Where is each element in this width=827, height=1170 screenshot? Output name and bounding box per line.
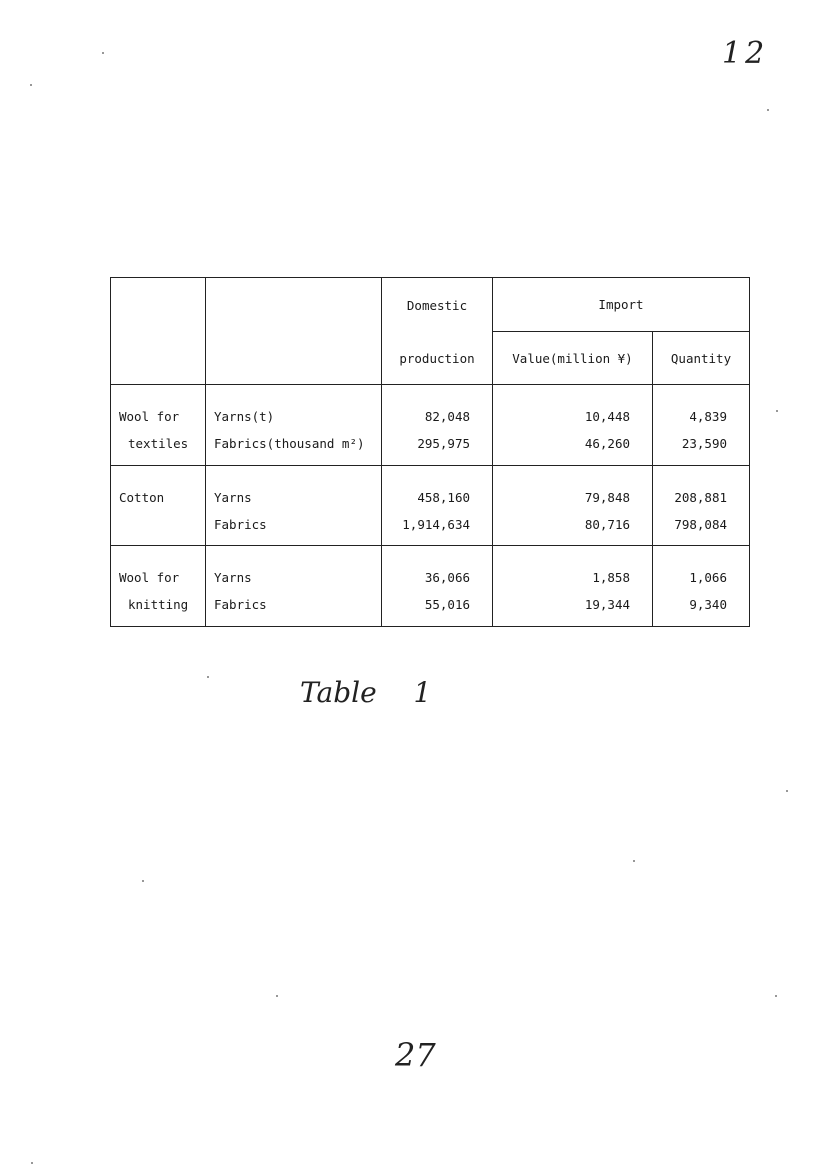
header-domestic-production [382, 278, 493, 385]
import-quantity: 208,881 [674, 489, 727, 505]
scan-speck [30, 84, 32, 86]
import-quantity: 4,839 [689, 409, 727, 424]
scan-speck [776, 410, 778, 412]
item-label: Yarns [214, 570, 252, 586]
data-table [110, 277, 750, 627]
domestic-cell [382, 385, 493, 466]
import-value: 19,344 [584, 597, 630, 613]
scan-speck [775, 995, 777, 997]
item-label: Yarns(t) [214, 409, 275, 424]
scan-speck [31, 1162, 33, 1164]
import-quantity-cell [653, 385, 750, 466]
category-cell [111, 385, 206, 466]
import-value-cell [493, 465, 653, 546]
domestic-value: 36,066 [424, 570, 470, 586]
import-quantity: 23,590 [681, 436, 727, 451]
header-empty-category [111, 278, 206, 385]
import-value: 80,716 [584, 516, 630, 532]
scan-speck [276, 995, 278, 997]
scan-speck [633, 860, 635, 862]
header-import: Import [493, 278, 750, 332]
scan-speck [142, 880, 144, 882]
domestic-value: 82,048 [424, 409, 470, 424]
table-caption: Table 1 [300, 676, 432, 709]
header-domestic-line1: Domestic [406, 298, 468, 313]
import-quantity: 9,340 [689, 597, 727, 613]
import-value: 1,858 [592, 570, 630, 586]
page-number-bottom: 27 [395, 1036, 436, 1074]
category-cell [111, 546, 206, 627]
header-empty-item [206, 278, 382, 385]
item-label: Fabrics [214, 516, 267, 532]
table-row [111, 546, 750, 627]
category-line2: knitting [128, 597, 189, 613]
item-label: Fabrics(thousand m²) [214, 436, 365, 451]
header-quantity: Quantity [653, 332, 750, 385]
import-value: 10,448 [584, 409, 630, 424]
item-cell [206, 385, 382, 466]
table-row [111, 465, 750, 546]
domestic-value: 458,160 [417, 489, 470, 505]
header-value: Value(million ¥) [493, 332, 653, 385]
item-label: Yarns [214, 489, 252, 505]
scan-speck [207, 676, 209, 678]
category-line1: Cotton [119, 489, 165, 505]
import-value: 46,260 [584, 436, 630, 451]
item-cell [206, 465, 382, 546]
category-cell [111, 465, 206, 546]
domestic-value: 1,914,634 [402, 516, 470, 532]
header-domestic-line2: production [399, 351, 475, 366]
import-quantity-cell [653, 465, 750, 546]
import-value-cell [493, 546, 653, 627]
data-table-container [110, 277, 749, 627]
domestic-value: 55,016 [424, 597, 470, 613]
import-quantity: 798,084 [674, 516, 727, 532]
category-line1: Wool for [119, 570, 180, 586]
category-line2: textiles [128, 436, 189, 451]
table-row [111, 385, 750, 466]
import-quantity-cell [653, 546, 750, 627]
page-number-top: 12 [722, 36, 769, 71]
import-quantity: 1,066 [689, 570, 727, 586]
item-label: Fabrics [214, 597, 267, 613]
domestic-value: 295,975 [417, 436, 470, 451]
category-line1: Wool for [119, 409, 180, 424]
scan-speck [767, 109, 769, 111]
import-value: 79,848 [584, 489, 630, 505]
item-cell [206, 546, 382, 627]
domestic-cell [382, 465, 493, 546]
domestic-cell [382, 546, 493, 627]
scan-speck [102, 52, 104, 54]
scan-speck [786, 790, 788, 792]
import-value-cell [493, 385, 653, 466]
